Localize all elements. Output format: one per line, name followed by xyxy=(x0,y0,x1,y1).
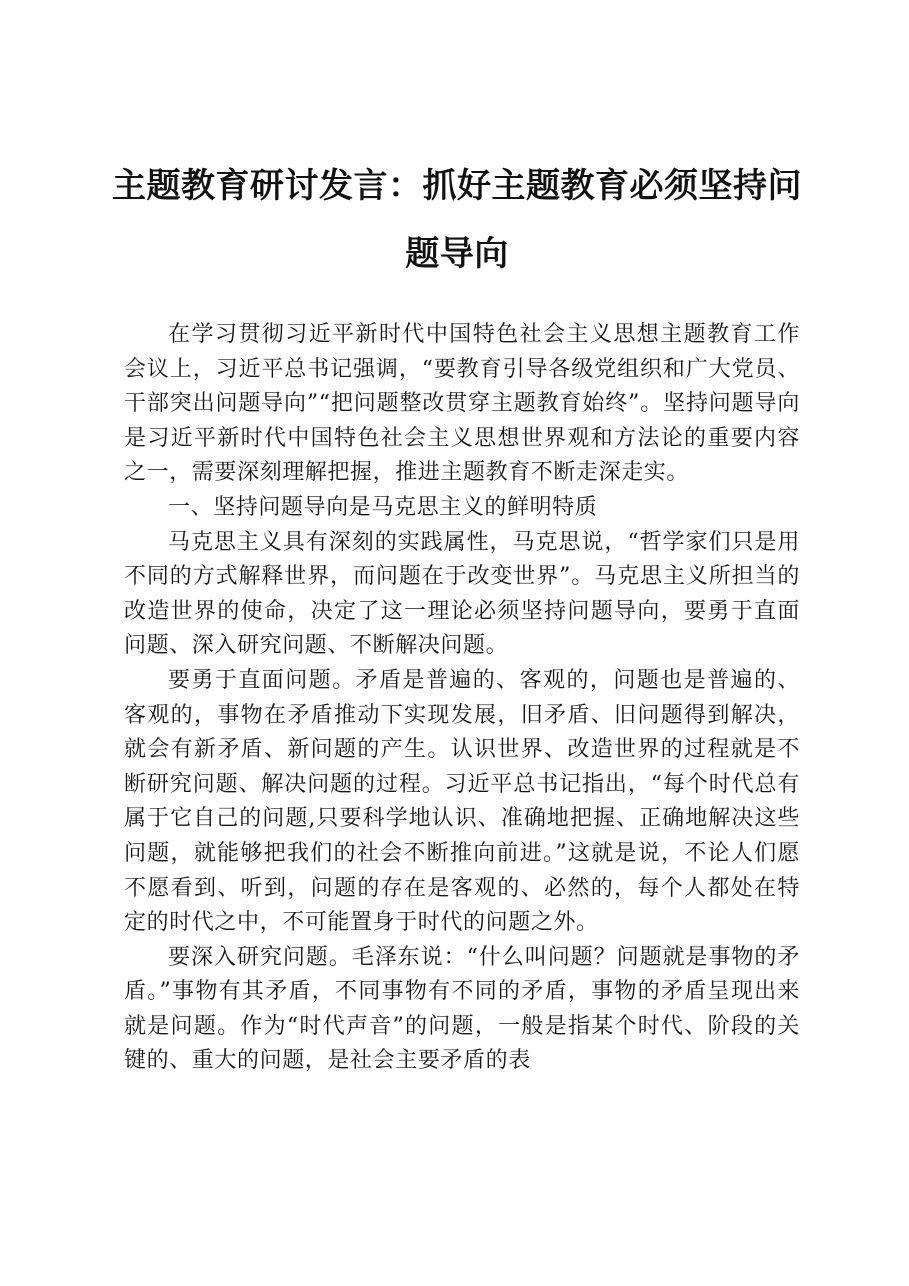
document-body xyxy=(124,318,800,1079)
paragraph-face-problems: 要勇于直面问题。矛盾是普遍的、客观的，问题也是普遍的、客观的，事物在矛盾推动下实现发展，旧矛盾、旧问题得到解决，就会有新矛盾、新问题的产生。认识世界、改造世界的过程就是不断研究问题、解决问题的过程。习近平总书记指出，“每个时代总有属于它自己的问题,只要科学地认识、准确地把握、正确地解决这些问题，就能够把我们的社会不断推向前进。”这就是说，不论人们愿不愿看到、听到，问题的存在是客观的、必然的，每个人都处在特定的时代之中，不可能置身于时代的问题之外。 xyxy=(124,667,800,936)
section-heading-1: 一、坚持问题导向是马克思主义的鲜明特质 xyxy=(168,494,598,520)
document-title: 主题教育研讨发言：抓好主题教育必须坚持问题导向 xyxy=(112,166,802,274)
paragraph-intro: 在学习贯彻习近平新时代中国特色社会主义思想主题教育工作会议上，习近平总书记强调，“要教育引导各级党组织和广大党员、干部突出问题导向”“把问题整改贯穿主题教育始终”。坚持问题导向是习近平新时代中国特色社会主义思想世界观和方法论的重要内容之一，需要深刻理解把握，推进主题教育不断走深走实。 xyxy=(124,322,800,486)
paragraph-marxism-practice: 马克思主义具有深刻的实践属性，马克思说，“哲学家们只是用不同的方式解释世界，而问题在于改变世界”。马克思主义所担当的改造世界的使命，决定了这一理论必须坚持问题导向，要勇于直面问题、深入研究问题、不断解决问题。 xyxy=(124,529,800,659)
paragraph-study-problems: 要深入研究问题。毛泽东说：“什么叫问题？问题就是事物的矛盾。”事物有其矛盾，不同事物有不同的矛盾，事物的矛盾呈现出来就是问题。作为“时代声音”的问题，一般是指某个时代、阶段的关键的、重大的问题，是社会主要矛盾的表 xyxy=(124,944,800,1074)
